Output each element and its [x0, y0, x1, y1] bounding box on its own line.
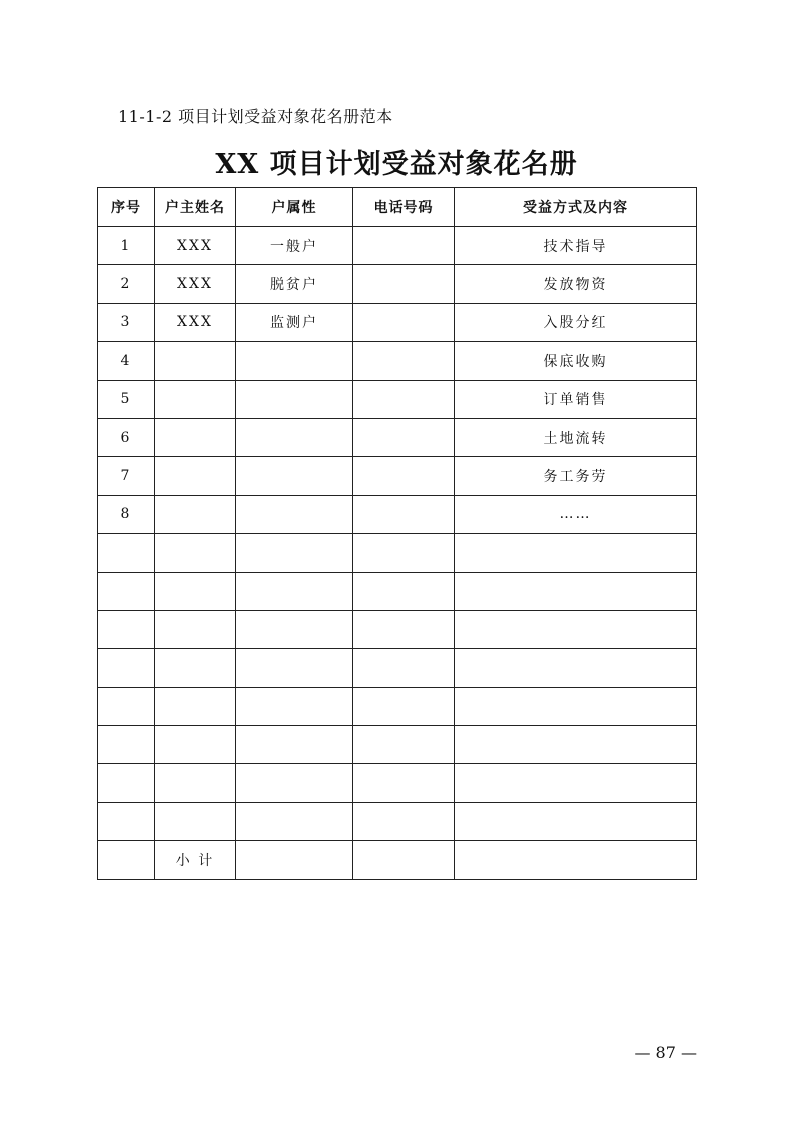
serial-cell — [98, 687, 155, 725]
serial-cell — [98, 764, 155, 802]
table-row — [98, 457, 697, 495]
table-row — [98, 572, 697, 610]
householder-name-cell — [155, 726, 236, 764]
household-type-cell — [236, 495, 353, 533]
householder-name-cell: 小 计 — [155, 841, 236, 879]
serial-cell — [98, 726, 155, 764]
serial-cell: 5 — [98, 380, 155, 418]
column-header-phone: 电话号码 — [353, 188, 455, 227]
phone-cell — [353, 265, 455, 303]
householder-name-cell — [155, 610, 236, 648]
serial-cell: 8 — [98, 495, 155, 533]
benefit-method-cell — [455, 572, 697, 610]
household-type-cell — [236, 572, 353, 610]
phone-cell — [353, 726, 455, 764]
phone-cell — [353, 841, 455, 879]
table-row — [98, 227, 697, 265]
serial-cell: 3 — [98, 303, 155, 341]
benefit-method-cell — [455, 802, 697, 840]
householder-name-cell — [155, 380, 236, 418]
householder-name-cell — [155, 649, 236, 687]
benefit-method-cell: 入股分红 — [455, 303, 697, 341]
benefit-method-cell: 订单销售 — [455, 380, 697, 418]
household-type-cell — [236, 841, 353, 879]
household-type-cell — [236, 802, 353, 840]
serial-cell — [98, 841, 155, 879]
benefit-method-cell — [455, 649, 697, 687]
phone-cell — [353, 380, 455, 418]
phone-cell — [353, 610, 455, 648]
serial-cell: 4 — [98, 342, 155, 380]
householder-name-cell — [155, 572, 236, 610]
table-row — [98, 534, 697, 572]
household-type-cell — [236, 457, 353, 495]
benefit-method-cell — [455, 610, 697, 648]
phone-cell — [353, 342, 455, 380]
serial-cell — [98, 649, 155, 687]
phone-cell — [353, 572, 455, 610]
householder-name-cell — [155, 495, 236, 533]
household-type-cell — [236, 687, 353, 725]
table-header — [98, 188, 697, 227]
column-header-household-type: 户属性 — [236, 188, 353, 227]
householder-name-cell: XXX — [155, 303, 236, 341]
table-row — [98, 495, 697, 533]
householder-name-cell: XXX — [155, 265, 236, 303]
table-row — [98, 342, 697, 380]
serial-cell: 6 — [98, 418, 155, 456]
householder-name-cell — [155, 457, 236, 495]
phone-cell — [353, 457, 455, 495]
phone-cell — [353, 764, 455, 802]
column-header-benefit-method: 受益方式及内容 — [455, 188, 697, 227]
serial-cell — [98, 610, 155, 648]
header-row — [98, 188, 697, 227]
household-type-cell — [236, 610, 353, 648]
phone-cell — [353, 418, 455, 456]
phone-cell — [353, 534, 455, 572]
phone-cell — [353, 802, 455, 840]
householder-name-cell — [155, 687, 236, 725]
table-row — [98, 764, 697, 802]
table-body — [98, 227, 697, 880]
householder-name-cell — [155, 764, 236, 802]
householder-name-cell — [155, 802, 236, 840]
household-type-cell — [236, 418, 353, 456]
benefit-method-cell: 务工务劳 — [455, 457, 697, 495]
column-header-serial: 序号 — [98, 188, 155, 227]
household-type-cell: 一般户 — [236, 227, 353, 265]
table-row — [98, 726, 697, 764]
benefit-method-cell — [455, 764, 697, 802]
household-type-cell — [236, 534, 353, 572]
beneficiary-roster-table — [97, 187, 697, 880]
table-row — [98, 610, 697, 648]
table-row — [98, 687, 697, 725]
benefit-method-cell: 保底收购 — [455, 342, 697, 380]
benefit-method-cell — [455, 534, 697, 572]
household-type-cell — [236, 764, 353, 802]
household-type-cell — [236, 726, 353, 764]
serial-cell: 7 — [98, 457, 155, 495]
table-row — [98, 265, 697, 303]
table-row — [98, 303, 697, 341]
serial-cell: 1 — [98, 227, 155, 265]
serial-cell — [98, 534, 155, 572]
table-row — [98, 380, 697, 418]
phone-cell — [353, 495, 455, 533]
benefit-method-cell: 发放物资 — [455, 265, 697, 303]
table-row — [98, 841, 697, 879]
serial-cell: 2 — [98, 265, 155, 303]
householder-name-cell — [155, 342, 236, 380]
householder-name-cell: XXX — [155, 227, 236, 265]
household-type-cell: 监测户 — [236, 303, 353, 341]
phone-cell — [353, 303, 455, 341]
benefit-method-cell — [455, 841, 697, 879]
benefit-method-cell: 土地流转 — [455, 418, 697, 456]
household-type-cell — [236, 649, 353, 687]
table-row — [98, 649, 697, 687]
household-type-cell: 脱贫户 — [236, 265, 353, 303]
household-type-cell — [236, 342, 353, 380]
phone-cell — [353, 227, 455, 265]
benefit-method-cell — [455, 687, 697, 725]
benefit-method-cell: …… — [455, 495, 697, 533]
householder-name-cell — [155, 534, 236, 572]
table-row — [98, 802, 697, 840]
table-row — [98, 418, 697, 456]
page-number: — 87 — — [634, 1043, 697, 1062]
document-title: XX 项目计划受益对象花名册 — [215, 149, 578, 180]
serial-cell — [98, 572, 155, 610]
benefit-method-cell — [455, 726, 697, 764]
benefit-method-cell: 技术指导 — [455, 227, 697, 265]
phone-cell — [353, 649, 455, 687]
section-reference: 11-1-2 项目计划受益对象花名册范本 — [118, 107, 393, 126]
serial-cell — [98, 802, 155, 840]
householder-name-cell — [155, 418, 236, 456]
phone-cell — [353, 687, 455, 725]
column-header-householder-name: 户主姓名 — [155, 188, 236, 227]
household-type-cell — [236, 380, 353, 418]
